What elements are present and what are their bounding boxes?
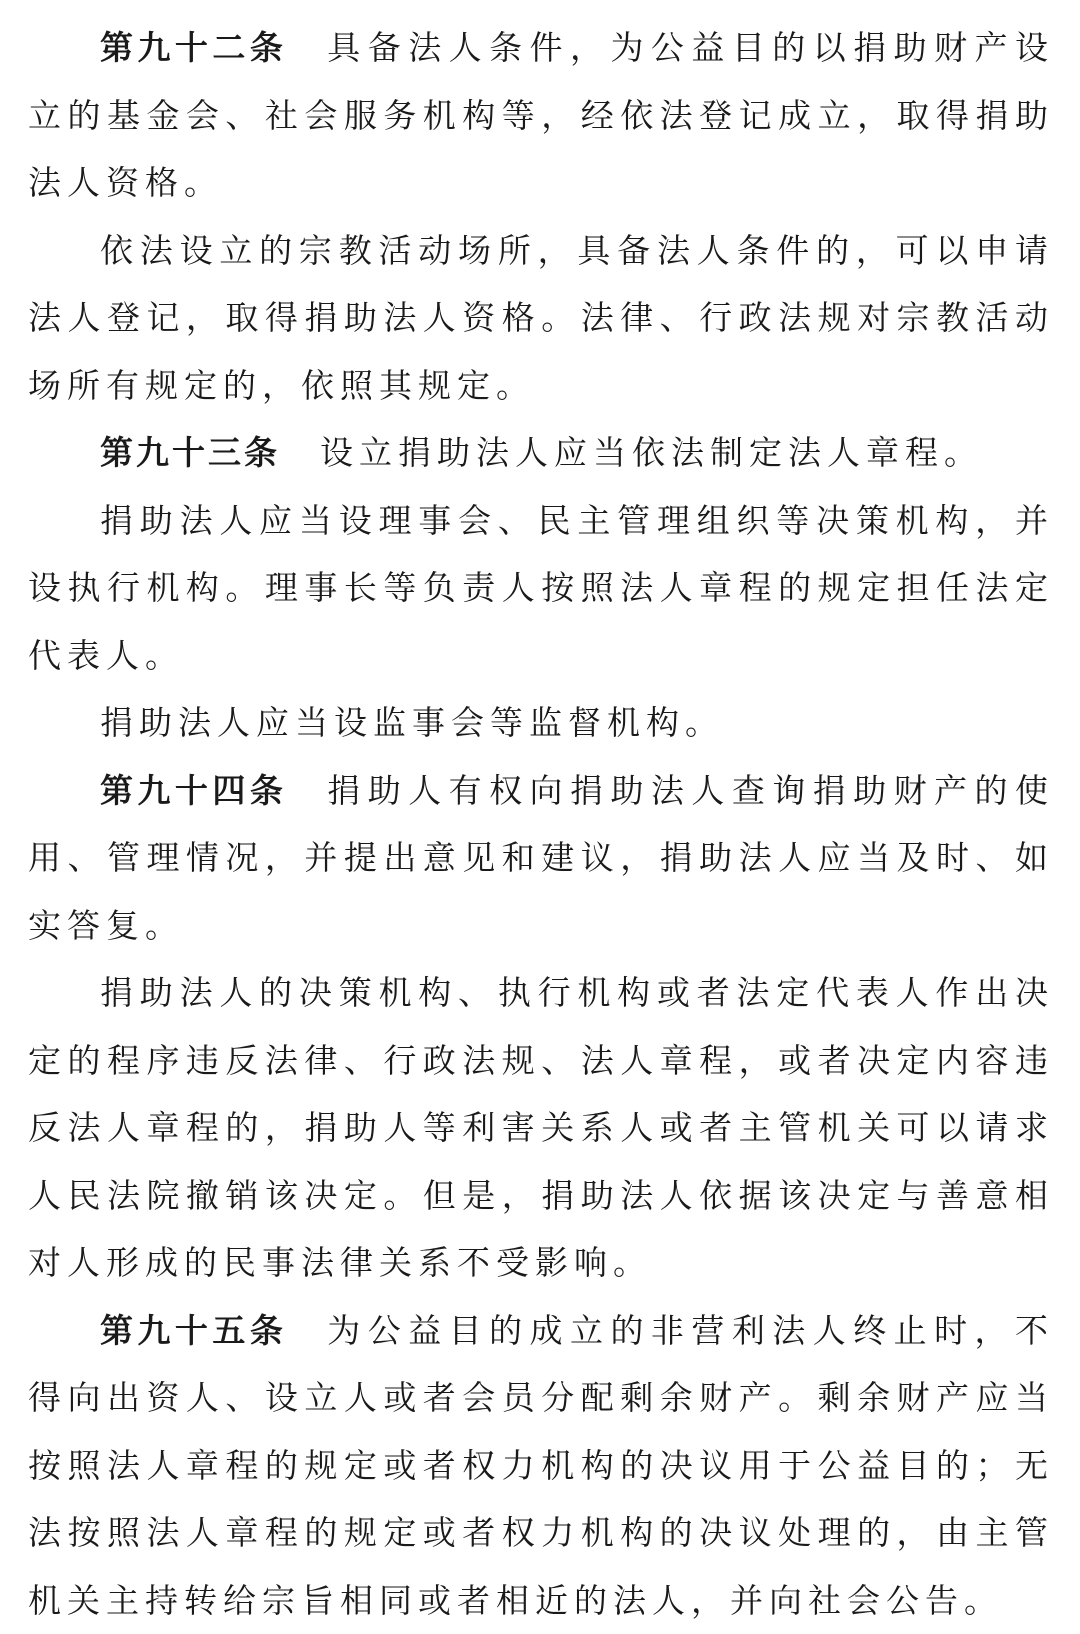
article-94-heading: 第九十四条 bbox=[100, 771, 287, 810]
article-92-paragraph-2: 依法设立的宗教活动场所，具备法人条件的，可以申请法人登记，取得捐助法人资格。法律、行政法规对宗教活动场所有规定的，依照其规定。 bbox=[28, 217, 1054, 420]
article-92-heading: 第九十二条 bbox=[100, 28, 287, 67]
article-92-text-1: 具备法人条件，为公益目的以捐助财产设立的基金会、社会服务机构等，经依法登记成立，取得捐助法人资格。 bbox=[28, 28, 1054, 202]
article-94-paragraph-1 bbox=[28, 757, 1054, 960]
document-page bbox=[28, 14, 1054, 1634]
article-94-text-1: 捐助人有权向捐助法人查询捐助财产的使用、管理情况，并提出意见和建议，捐助法人应当及时、如实答复。 bbox=[28, 771, 1054, 945]
article-95-text-1: 为公益目的成立的非营利法人终止时，不得向出资人、设立人或者会员分配剩余财产。剩余财产应当按照法人章程的规定或者权力机构的决议用于公益目的；无法按照法人章程的规定或者权力机构的决议处理的，由主管机关主持转给宗旨相同或者相近的法人，并向社会公告。 bbox=[28, 1311, 1054, 1620]
article-93-paragraph-3: 捐助法人应当设监事会等监督机构。 bbox=[28, 689, 1054, 757]
article-93-paragraph-2: 捐助法人应当设理事会、民主管理组织等决策机构，并设执行机构。理事长等负责人按照法人章程的规定担任法定代表人。 bbox=[28, 487, 1054, 690]
article-93-paragraph-1 bbox=[28, 419, 1054, 487]
article-92-paragraph-1 bbox=[28, 14, 1054, 217]
article-93-text-1: 设立捐助法人应当依法制定法人章程。 bbox=[320, 433, 983, 472]
article-95-heading: 第九十五条 bbox=[100, 1311, 287, 1350]
article-94-paragraph-2: 捐助法人的决策机构、执行机构或者法定代表人作出决定的程序违反法律、行政法规、法人章程，或者决定内容违反法人章程的，捐助人等利害关系人或者主管机关可以请求人民法院撤销该决定。但是，捐助法人依据该决定与善意相对人形成的民事法律关系不受影响。 bbox=[28, 959, 1054, 1297]
article-95-paragraph-1 bbox=[28, 1297, 1054, 1634]
article-93-heading: 第九十三条 bbox=[100, 433, 280, 472]
